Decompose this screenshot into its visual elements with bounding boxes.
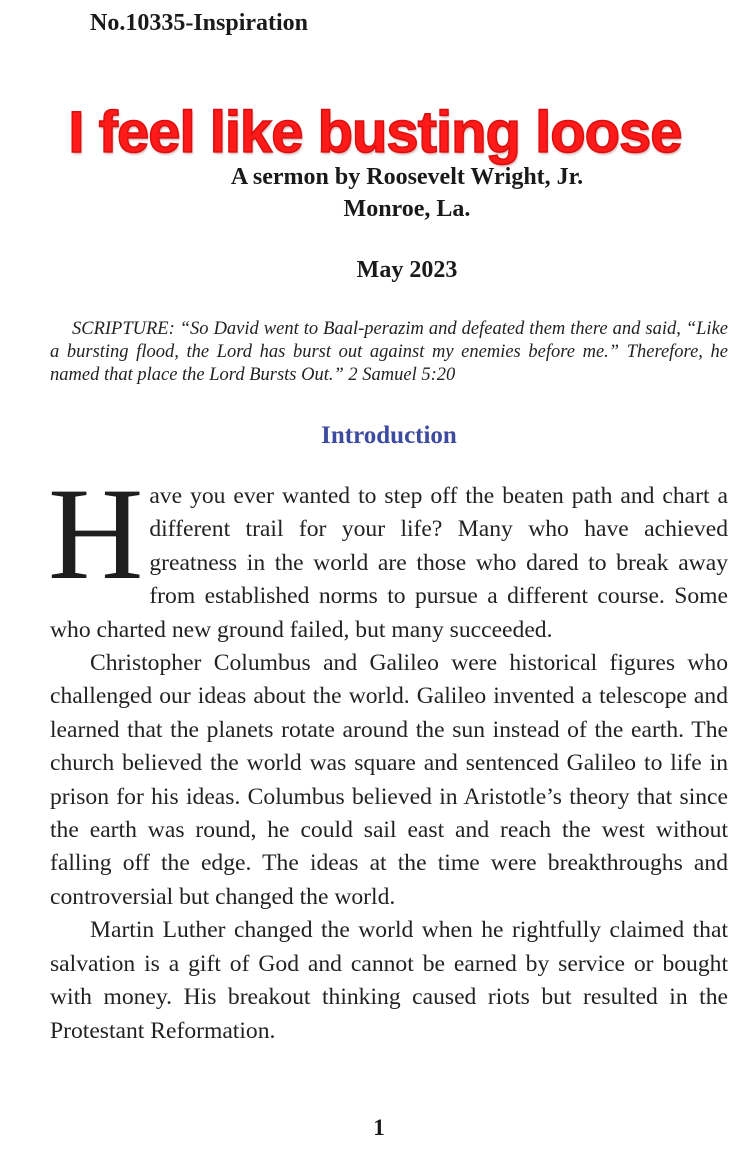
series-label: No.10335-Inspiration bbox=[90, 10, 309, 36]
page-number: 1 bbox=[373, 1115, 385, 1140]
date-line: May 2023 bbox=[356, 257, 458, 283]
body-text bbox=[48, 460, 728, 1048]
paragraph-2: Christopher Columbus and Galileo were historical figures who challenged our ideas about the world. Galileo invented a telescope and learned that the planets rotate around the sun instead of the earth. The church believed the world was square and sentenced Galileo to life in prison for his ideas. Columbus believed in Aristotle’s theory that since the earth was round, he could sail east and reach the west without falling off the edge. The ideas at the time were breakthroughs and controversial but changed the world. bbox=[50, 650, 728, 910]
paragraph-1 bbox=[48, 460, 728, 647]
section-heading: Introduction bbox=[321, 422, 457, 449]
author-line: A sermon by Roosevelt Wright, Jr. bbox=[230, 164, 584, 190]
sermon-title: I feel like busting loose bbox=[68, 100, 682, 165]
drop-cap: H bbox=[48, 460, 144, 607]
scripture-quote: SCRIPTURE: “So David went to Baal-perazim and defeated them there and said, “Like a bursting flood, the Lord has burst out against my enemies before me.” Therefore, he named that place the Lord Bursts Out.” 2 Samuel 5:20 bbox=[50, 319, 728, 385]
paragraph-3: Martin Luther changed the world when he rightfully claimed that salvation is a gift of God and cannot be earned by service or bought with money. His breakout thinking caused riots but resulted in the Protestant Reformation. bbox=[50, 917, 728, 1044]
location-line: Monroe, La. bbox=[343, 196, 471, 222]
paragraph-1-text: ave you ever wanted to step off the beaten path and chart a different trail for your life? Many who have achieved greatness in the world are those who dared to break away from established norms to pursue a different course. Some who charted new ground failed, but many succeeded. bbox=[50, 483, 728, 643]
